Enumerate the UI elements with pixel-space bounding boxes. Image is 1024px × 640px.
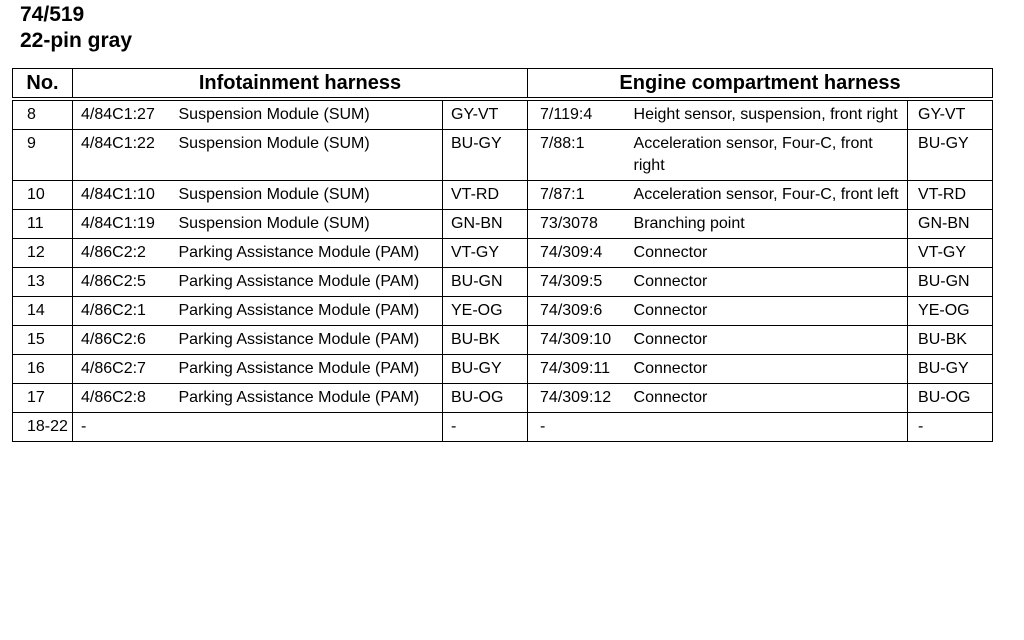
engine-connector: 74/309:5 xyxy=(528,268,630,297)
infotainment-connector: 4/86C2:1 xyxy=(73,297,175,326)
title-block xyxy=(20,2,132,54)
engine-connector: 74/309:12 xyxy=(528,384,630,413)
pin-number: 10 xyxy=(13,181,73,210)
engine-description: Connector xyxy=(630,326,908,355)
engine-wire-color: BU-OG xyxy=(908,384,993,413)
infotainment-description: Parking Assistance Module (PAM) xyxy=(175,355,443,384)
engine-connector: 74/309:6 xyxy=(528,297,630,326)
engine-connector: 7/88:1 xyxy=(528,130,630,181)
infotainment-description xyxy=(175,413,443,442)
engine-connector: 7/87:1 xyxy=(528,181,630,210)
infotainment-wire-color: BU-GN xyxy=(443,268,528,297)
engine-wire-color: BU-GY xyxy=(908,130,993,181)
infotainment-connector: 4/86C2:5 xyxy=(73,268,175,297)
infotainment-description: Parking Assistance Module (PAM) xyxy=(175,239,443,268)
header-engine-compartment-harness: Engine compartment harness xyxy=(528,69,993,100)
engine-description: Branching point xyxy=(630,210,908,239)
infotainment-description: Parking Assistance Module (PAM) xyxy=(175,268,443,297)
connector-id: 74/519 xyxy=(20,3,85,26)
infotainment-wire-color: BU-GY xyxy=(443,355,528,384)
engine-wire-color: YE-OG xyxy=(908,297,993,326)
pin-number: 17 xyxy=(13,384,73,413)
infotainment-description: Parking Assistance Module (PAM) xyxy=(175,297,443,326)
infotainment-wire-color: GN-BN xyxy=(443,210,528,239)
engine-wire-color: - xyxy=(908,413,993,442)
engine-wire-color: GY-VT xyxy=(908,99,993,130)
infotainment-connector: 4/86C2:6 xyxy=(73,326,175,355)
engine-wire-color: GN-BN xyxy=(908,210,993,239)
infotainment-description: Parking Assistance Module (PAM) xyxy=(175,384,443,413)
infotainment-connector: 4/86C2:7 xyxy=(73,355,175,384)
engine-connector: - xyxy=(528,413,630,442)
engine-wire-color: VT-GY xyxy=(908,239,993,268)
pin-number: 18-22 xyxy=(13,413,73,442)
engine-description: Connector xyxy=(630,268,908,297)
pin-number: 11 xyxy=(13,210,73,239)
connector-description: 22-pin gray xyxy=(20,29,133,52)
pin-number: 9 xyxy=(13,130,73,181)
table-row xyxy=(13,239,993,268)
infotainment-wire-color: GY-VT xyxy=(443,99,528,130)
infotainment-connector: - xyxy=(73,413,175,442)
table-row xyxy=(13,413,993,442)
engine-wire-color: VT-RD xyxy=(908,181,993,210)
infotainment-wire-color: VT-GY xyxy=(443,239,528,268)
table-row xyxy=(13,297,993,326)
engine-description xyxy=(630,413,908,442)
table-row xyxy=(13,130,993,181)
pin-number: 8 xyxy=(13,99,73,130)
infotainment-wire-color: BU-OG xyxy=(443,384,528,413)
infotainment-description: Suspension Module (SUM) xyxy=(175,210,443,239)
infotainment-connector: 4/84C1:27 xyxy=(73,99,175,130)
table-row xyxy=(13,181,993,210)
table-row xyxy=(13,210,993,239)
table-row xyxy=(13,384,993,413)
infotainment-description: Suspension Module (SUM) xyxy=(175,181,443,210)
table-row xyxy=(13,355,993,384)
table-row xyxy=(13,268,993,297)
infotainment-connector: 4/84C1:22 xyxy=(73,130,175,181)
infotainment-wire-color: BU-GY xyxy=(443,130,528,181)
header-infotainment-harness: Infotainment harness xyxy=(73,69,528,100)
engine-wire-color: BU-GY xyxy=(908,355,993,384)
pin-number: 13 xyxy=(13,268,73,297)
infotainment-connector: 4/84C1:10 xyxy=(73,181,175,210)
pin-number: 14 xyxy=(13,297,73,326)
engine-wire-color: BU-BK xyxy=(908,326,993,355)
engine-connector: 73/3078 xyxy=(528,210,630,239)
pin-number: 12 xyxy=(13,239,73,268)
engine-description: Acceleration sensor, Four-C, front left xyxy=(630,181,908,210)
engine-description: Connector xyxy=(630,239,908,268)
engine-description: Connector xyxy=(630,297,908,326)
infotainment-connector: 4/86C2:2 xyxy=(73,239,175,268)
infotainment-description: Suspension Module (SUM) xyxy=(175,99,443,130)
infotainment-description: Suspension Module (SUM) xyxy=(175,130,443,181)
engine-wire-color: BU-GN xyxy=(908,268,993,297)
table-header-row xyxy=(13,69,993,100)
table-row xyxy=(13,99,993,130)
pin-number: 15 xyxy=(13,326,73,355)
pin-assignment-table xyxy=(12,68,993,442)
header-no: No. xyxy=(13,69,73,100)
engine-connector: 74/309:4 xyxy=(528,239,630,268)
infotainment-connector: 4/86C2:8 xyxy=(73,384,175,413)
infotainment-wire-color: YE-OG xyxy=(443,297,528,326)
engine-connector: 7/119:4 xyxy=(528,99,630,130)
engine-connector: 74/309:11 xyxy=(528,355,630,384)
pin-number: 16 xyxy=(13,355,73,384)
engine-description: Acceleration sensor, Four-C, front right xyxy=(630,130,908,181)
infotainment-wire-color: VT-RD xyxy=(443,181,528,210)
infotainment-connector: 4/84C1:19 xyxy=(73,210,175,239)
engine-description: Height sensor, suspension, front right xyxy=(630,99,908,130)
infotainment-description: Parking Assistance Module (PAM) xyxy=(175,326,443,355)
infotainment-wire-color: BU-BK xyxy=(443,326,528,355)
infotainment-wire-color: - xyxy=(443,413,528,442)
engine-connector: 74/309:10 xyxy=(528,326,630,355)
engine-description: Connector xyxy=(630,355,908,384)
engine-description: Connector xyxy=(630,384,908,413)
table-row xyxy=(13,326,993,355)
